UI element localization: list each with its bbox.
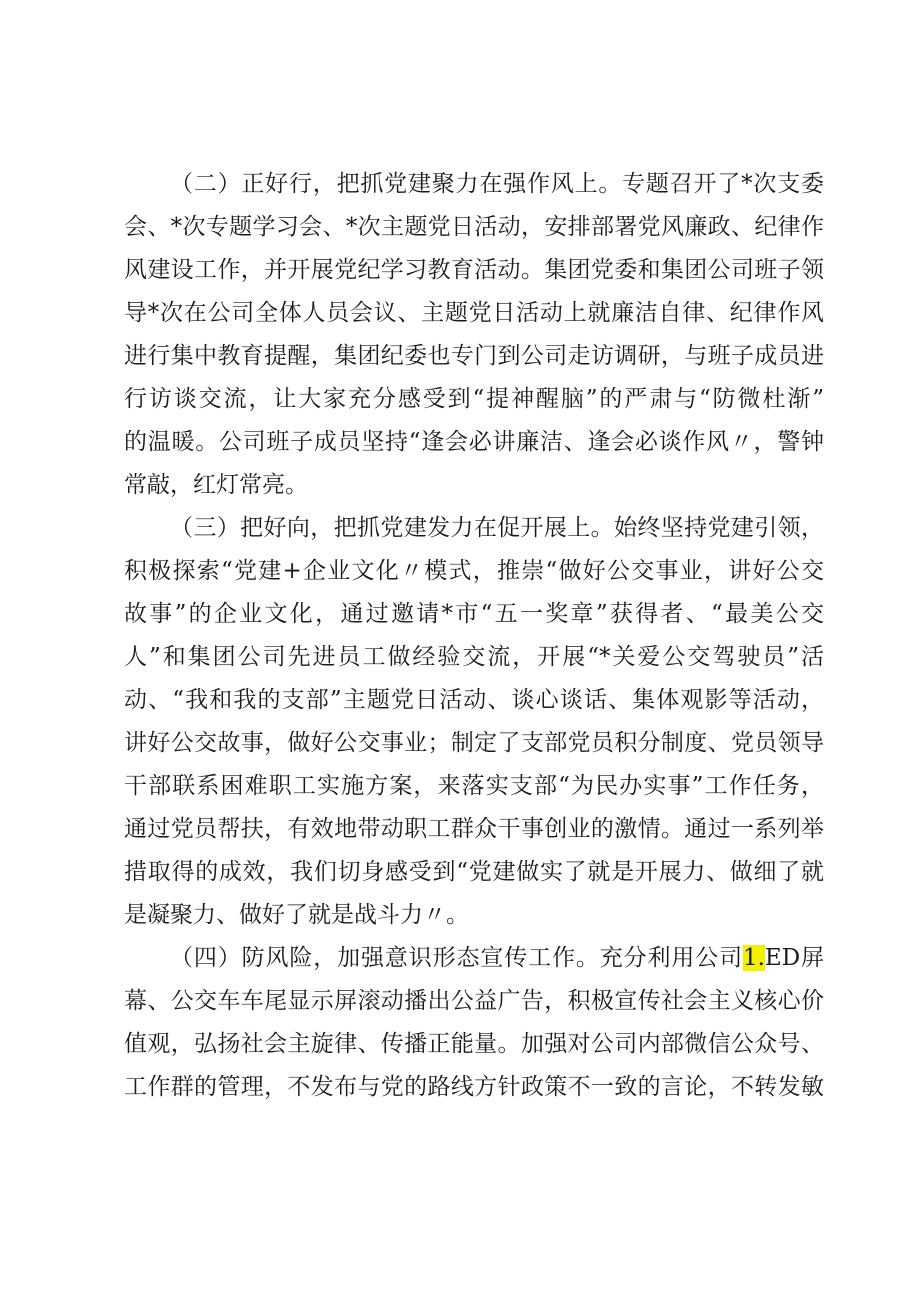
text-line: 幕、公交车车尾显示屏滚动播出公益广告，积极宣传社会主义核心价: [124, 988, 824, 1014]
text-run: （四）防风险，加强意识形态宣传工作。充分利用公司: [170, 945, 743, 971]
text-line: 的温暖。公司班子成员坚持“逢会必讲廉洁、逢会必谈作风〃，警钟: [124, 429, 824, 455]
text-line: 动、“我和我的支部”主题党日活动、谈心谈话、集体观影等活动，: [124, 687, 824, 713]
text-line: 风建设工作，并开展党纪学习教育活动。集团党委和集团公司班子领: [124, 257, 824, 283]
text-line: 故事”的企业文化，通过邀请*市“五一奖章”获得者、“最美公交: [124, 601, 824, 627]
text-line: 会、*次专题学习会、*次主题党日活动，安排部署党风廉政、纪律作: [124, 214, 824, 240]
text-line: （二）正好行，把抓党建聚力在强作风上。专题召开了*次支委: [170, 171, 824, 197]
text-line: 导*次在公司全体人员会议、主题党日活动上就廉洁自律、纪律作风: [124, 300, 824, 326]
text-line: 通过党员帮扶，有效地带动职工群众干事创业的激情。通过一系列举: [124, 816, 824, 842]
text-line: 行访谈交流，让大家充分感受到“提神醒脑”的严肃与“防微杜渐”: [124, 386, 824, 412]
highlighted-text: 1.: [742, 945, 765, 971]
text-line: 进行集中教育提醒，集团纪委也专门到公司走访调研，与班子成员进: [124, 343, 824, 369]
text-line: 是凝聚力、做好了就是战斗力〃。: [124, 902, 469, 928]
paragraph-3: [124, 507, 824, 937]
text-line: 措取得的成效，我们切身感受到“党建做实了就是开展力、做细了就: [124, 859, 824, 885]
text-line: （三）把好向，把抓党建发力在促开展上。始终坚持党建引领，: [170, 515, 824, 541]
text-line: 讲好公交故事，做好公交事业；制定了支部党员积分制度、党员领导: [124, 730, 824, 756]
text-line: 工作群的管理，不发布与党的路线方针政策不一致的言论，不转发敏: [124, 1074, 824, 1100]
text-line: 常敲，红灯常亮。: [124, 472, 308, 498]
text-run: ED屏: [764, 945, 825, 971]
text-line: 值观，弘扬社会主旋律、传播正能量。加强对公司内部微信公众号、: [124, 1031, 824, 1057]
text-line: 积极探索“党建+企业文化〃模式，推崇“做好公交事业，讲好公交: [124, 558, 824, 584]
text-line: 人”和集团公司先进员工做经验交流，开展“*关爱公交驾驶员”活: [124, 644, 824, 670]
paragraph-2: [124, 163, 824, 507]
text-line: 干部联系困难职工实施方案，来落实支部“为民办实事”工作任务，: [124, 773, 824, 799]
body-text: [124, 163, 824, 1109]
text-line: [124, 937, 824, 980]
paragraph-4: [124, 937, 824, 1109]
